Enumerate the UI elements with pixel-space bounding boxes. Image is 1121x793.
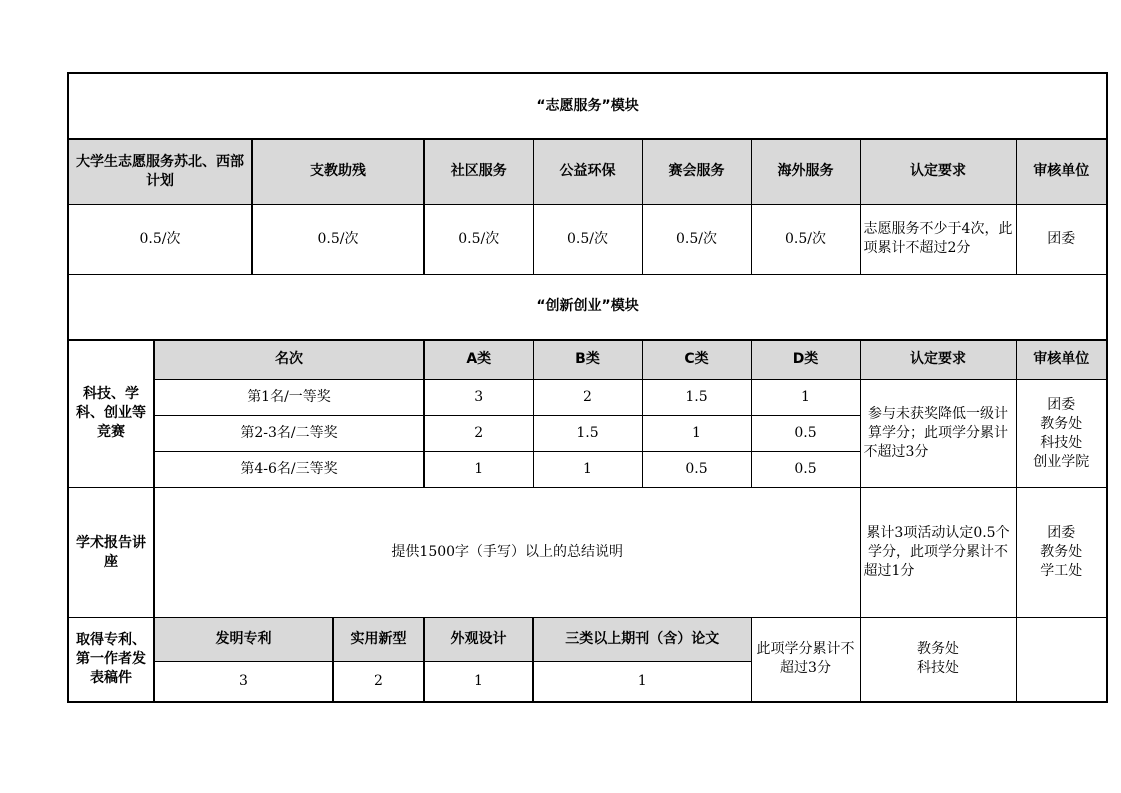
volunteer-module-title: “志愿服务”模块 <box>68 73 1107 139</box>
score-a: 3 <box>424 380 533 416</box>
header-environment: 公益环保 <box>533 139 642 204</box>
header-review-unit: 审核单位 <box>1016 340 1107 380</box>
header-rank: 名次 <box>154 340 424 380</box>
unit-line: 科技处 <box>917 660 959 677</box>
value-event-service: 0.5/次 <box>642 204 751 274</box>
volunteer-requirement: 志愿服务不少于4次，此项累计不超过2分 <box>860 204 1016 274</box>
score-d: 0.5 <box>751 416 860 452</box>
header-class-b: B类 <box>533 340 642 380</box>
header-invention-patent: 发明专利 <box>154 618 333 662</box>
lecture-content: 提供1500字（手写）以上的总结说明 <box>154 488 860 618</box>
header-design: 外观设计 <box>424 618 533 662</box>
score-d: 1 <box>751 380 860 416</box>
score-a: 2 <box>424 416 533 452</box>
patent-category: 取得专利、第一作者发表稿件 <box>68 618 154 702</box>
header-overseas-service: 海外服务 <box>751 139 860 204</box>
header-community-service: 社区服务 <box>424 139 533 204</box>
value-journal-paper: 1 <box>533 662 751 702</box>
credit-table <box>67 72 1108 703</box>
value-utility-model: 2 <box>333 662 424 702</box>
header-teaching-aid: 支教助残 <box>252 139 424 204</box>
header-western-plan: 大学生志愿服务苏北、西部计划 <box>68 139 252 204</box>
header-requirement: 认定要求 <box>860 340 1016 380</box>
score-c: 1.5 <box>642 380 751 416</box>
patent-units <box>860 618 1016 702</box>
rank-second: 第2-3名/二等奖 <box>154 416 424 452</box>
unit-line: 团委 <box>1047 525 1076 541</box>
header-class-a: A类 <box>424 340 533 380</box>
header-event-service: 赛会服务 <box>642 139 751 204</box>
header-requirement: 认定要求 <box>860 139 1016 204</box>
competition-units <box>1016 380 1107 488</box>
patent-requirement: 此项学分累计不超过3分 <box>751 618 860 702</box>
value-community-service: 0.5/次 <box>424 204 533 274</box>
unit-line: 学工处 <box>1040 563 1083 579</box>
score-b: 1.5 <box>533 416 642 452</box>
lecture-units <box>1016 488 1107 618</box>
value-teaching-aid: 0.5/次 <box>252 204 424 274</box>
header-utility-model: 实用新型 <box>333 618 424 662</box>
header-journal-paper: 三类以上期刊（含）论文 <box>533 618 751 662</box>
header-review-unit: 审核单位 <box>1016 139 1107 204</box>
value-overseas-service: 0.5/次 <box>751 204 860 274</box>
lecture-requirement: 累计3项活动认定0.5个学分，此项学分累计不超过1分 <box>860 488 1016 618</box>
innovation-module-title: “创新创业”模块 <box>68 274 1107 340</box>
header-class-c: C类 <box>642 340 751 380</box>
score-c: 0.5 <box>642 452 751 488</box>
unit-line: 创业学院 <box>1033 453 1090 470</box>
unit-line: 团委 <box>1047 396 1076 413</box>
competition-category: 科技、学科、创业等竞赛 <box>68 340 154 488</box>
value-invention-patent: 3 <box>154 662 333 702</box>
competition-requirement: 参与未获奖降低一级计算学分；此项学分累计不超过3分 <box>860 380 1016 488</box>
score-a: 1 <box>424 452 533 488</box>
score-c: 1 <box>642 416 751 452</box>
unit-line: 教务处 <box>917 641 959 658</box>
value-western-plan: 0.5/次 <box>68 204 252 274</box>
value-design: 1 <box>424 662 533 702</box>
rank-first: 第1名/一等奖 <box>154 380 424 416</box>
value-environment: 0.5/次 <box>533 204 642 274</box>
rank-third: 第4-6名/三等奖 <box>154 452 424 488</box>
unit-line: 科技处 <box>1040 434 1083 451</box>
unit-line: 教务处 <box>1040 544 1083 560</box>
score-d: 0.5 <box>751 452 860 488</box>
header-class-d: D类 <box>751 340 860 380</box>
volunteer-unit: 团委 <box>1016 204 1107 274</box>
score-b: 2 <box>533 380 642 416</box>
lecture-category: 学术报告讲座 <box>68 488 154 618</box>
score-b: 1 <box>533 452 642 488</box>
unit-line: 教务处 <box>1040 415 1083 432</box>
